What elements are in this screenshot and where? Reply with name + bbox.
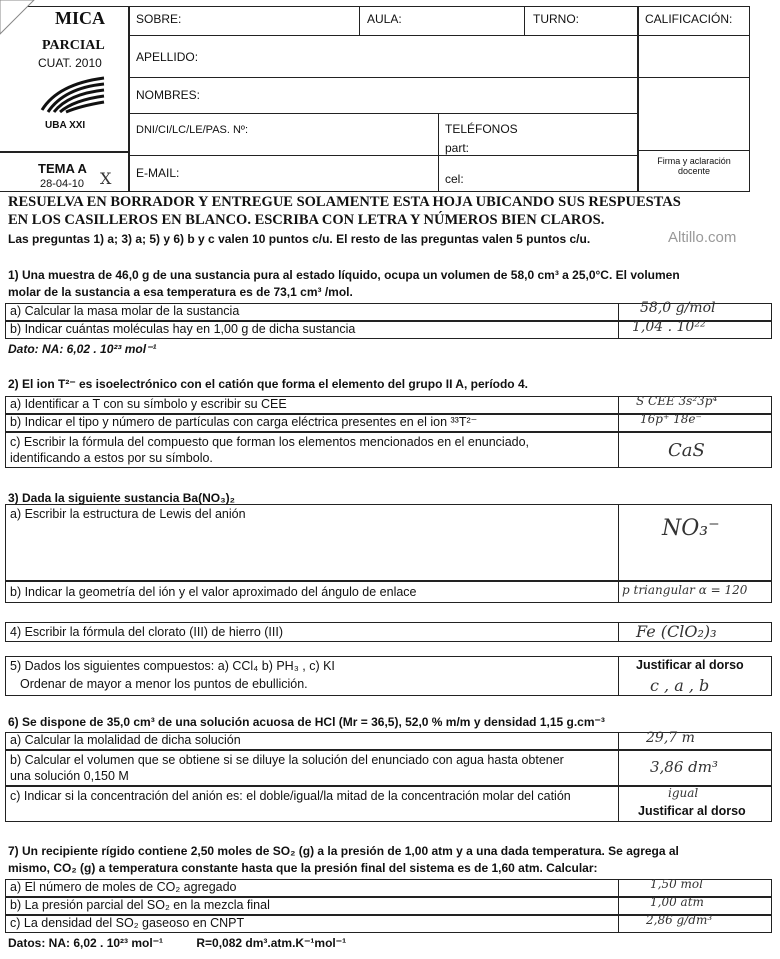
- nombres-label: NOMBRES:: [136, 88, 201, 102]
- q2-c-row: [5, 432, 772, 468]
- email-label: E-MAIL:: [136, 166, 180, 180]
- q3-b-answer: p triangular α = 120: [622, 583, 748, 597]
- q3-a-row: [5, 504, 772, 581]
- q4-text: 4) Escribir la fórmula del clorato (III) de hierro (III): [10, 625, 283, 639]
- cel-label: cel:: [445, 172, 464, 186]
- q1-title-1: 1) Una muestra de 46,0 g de una sustancia pura al estado líquido, ocupa un volumen de 58,0 cm³ a 25,0°C. El volumen: [8, 268, 680, 282]
- q6-b-text-2: una solución 0,150 M: [10, 769, 129, 783]
- header-grid: [129, 6, 638, 192]
- q1-a-text: a) Calcular la masa molar de la sustancia: [10, 304, 240, 318]
- q2-c-answer: CaS: [668, 440, 705, 461]
- q6-a-text: a) Calcular la molalidad de dicha solución: [10, 733, 241, 747]
- q6-b-answer: 3,86 dm³: [650, 758, 719, 776]
- logo-text: UBA XXI: [45, 120, 86, 131]
- turno-label: TURNO:: [533, 12, 579, 26]
- q2-b-answer: 16p⁺ 18e⁻: [640, 412, 702, 426]
- q7-c-answer: 2,86 g/dm³: [646, 913, 713, 927]
- q3-a-answer: NO₃⁻: [662, 516, 720, 541]
- q1-b-text: b) Indicar cuántas moléculas hay en 1,00 g de dicha sustancia: [10, 322, 356, 336]
- course-title: MICA: [55, 8, 105, 28]
- q1-b-answer: 1,04 . 10²²: [632, 319, 706, 335]
- q7-b-text: b) La presión parcial del SO₂ en la mezcla final: [10, 898, 270, 912]
- page-fold-icon: [0, 0, 40, 40]
- calificacion-label: CALIFICACIÓN:: [645, 12, 733, 26]
- firma-label: Firma y aclaración docente: [657, 156, 731, 176]
- tema-date: 28-04-10: [40, 178, 85, 190]
- q3-title: 3) Dada la siguiente sustancia Ba(NO₃)₂: [8, 491, 235, 505]
- tema-label: TEMA A: [38, 161, 87, 176]
- part-label: part:: [445, 141, 470, 155]
- q2-a-text: a) Identificar a T con su símbolo y escribir su CEE: [10, 397, 287, 411]
- exam-line: PARCIAL: [42, 38, 105, 53]
- q7-datos: Datos: NA: 6,02 . 10²³ mol⁻¹ R=0,082 dm³.atm.K⁻¹mol⁻¹: [8, 936, 347, 950]
- q7-b-answer: 1,00 atm: [650, 895, 704, 909]
- tema-mark: X: [100, 169, 112, 188]
- instructions-line1: RESUELVA EN BORRADOR Y ENTREGUE SOLAMENTE ESTA HOJA UBICANDO SUS RESPUESTAS: [8, 194, 681, 210]
- instructions-line2: EN LOS CASILLEROS EN BLANCO. ESCRIBA CON LETRA Y NÚMEROS BIEN CLAROS.: [8, 212, 605, 228]
- q1-a-answer: 58,0 g/mol: [640, 300, 716, 316]
- apellido-label: APELLIDO:: [136, 50, 199, 64]
- q1-title-2: molar de la sustancia a esa temperatura es de 73,1 cm³ /mol.: [8, 285, 353, 299]
- q6-b-text-1: b) Calcular el volumen que se obtiene si se diluye la solución del enunciado con agua hasta obtener: [10, 753, 564, 767]
- cuat-line: CUAT. 2010: [38, 56, 102, 70]
- uba-logo-icon: [38, 74, 108, 114]
- q4-answer: Fe (ClO₂)₃: [636, 622, 717, 641]
- q3-b-text: b) Indicar la geometría del ión y el valor aproximado del ángulo de enlace: [10, 585, 417, 599]
- points-line: Las preguntas 1) a; 3) a; 5) y 6) b y c valen 10 puntos c/u. El resto de las preguntas valen 5 puntos c/u.: [8, 232, 591, 246]
- q7-c-text: c) La densidad del SO₂ gaseoso en CNPT: [10, 916, 245, 930]
- q7-title-2: mismo, CO₂ (g) a temperatura constante hasta que la presión final del sistema es de 1,60 atm. Calcular:: [8, 861, 598, 875]
- q7-a-text: a) El número de moles de CO₂ agregado: [10, 880, 237, 894]
- q2-title: 2) El ion T²⁻ es isoelectrónico con el catión que forma el elemento del grupo II A, período 4.: [8, 377, 528, 391]
- telefonos-label: TELÉFONOS: [445, 122, 518, 136]
- aula-label: AULA:: [367, 12, 402, 26]
- q5-text-1: 5) Dados los siguientes compuestos: a) CCl₄ b) PH₃ , c) KI: [10, 659, 335, 673]
- q7-a-answer: 1,50 mol: [650, 877, 703, 891]
- q1-dato: Dato: NA: 6,02 . 10²³ mol⁻¹: [8, 342, 157, 356]
- q6-a-answer: 29,7 m: [646, 730, 695, 746]
- q5-answer: c , a , b: [650, 676, 710, 695]
- watermark: Altillo.com: [668, 229, 737, 246]
- q5-text-2: Ordenar de mayor a menor los puntos de ebullición.: [20, 677, 308, 691]
- dni-label: DNI/CI/LC/LE/PAS. Nº:: [136, 124, 249, 136]
- q2-b-text: b) Indicar el tipo y número de partículas con carga eléctrica presentes en el ion ³³T²⁻: [10, 415, 478, 429]
- q6-c-answer: igual: [668, 786, 699, 800]
- q2-c-text-1: c) Escribir la fórmula del compuesto que forman los elementos mencionados en el enunciado,: [10, 435, 530, 449]
- q3-a-text: a) Escribir la estructura de Lewis del anión: [10, 507, 246, 521]
- q6-c-text: c) Indicar si la concentración del anión es: el doble/igual/la mitad de la concentración molar del catión: [10, 789, 571, 803]
- q2-c-text-2: identificando a estos por su símbolo.: [10, 451, 213, 465]
- q6-title: 6) Se dispone de 35,0 cm³ de una solución acuosa de HCl (Mr = 36,5), 52,0 % m/m y densidad 1,15 g.cm⁻³: [8, 715, 605, 729]
- q5-justify: Justificar al dorso: [636, 658, 744, 672]
- q7-title-1: 7) Un recipiente rígido contiene 2,50 moles de SO₂ (g) a la presión de 1,00 atm y a una dada temperatura. Se agrega al: [8, 844, 679, 858]
- sobre-label: SOBRE:: [136, 12, 182, 26]
- q2-a-answer: S CEE 3s²3p⁴: [636, 394, 718, 408]
- q6-justify: Justificar al dorso: [638, 804, 746, 818]
